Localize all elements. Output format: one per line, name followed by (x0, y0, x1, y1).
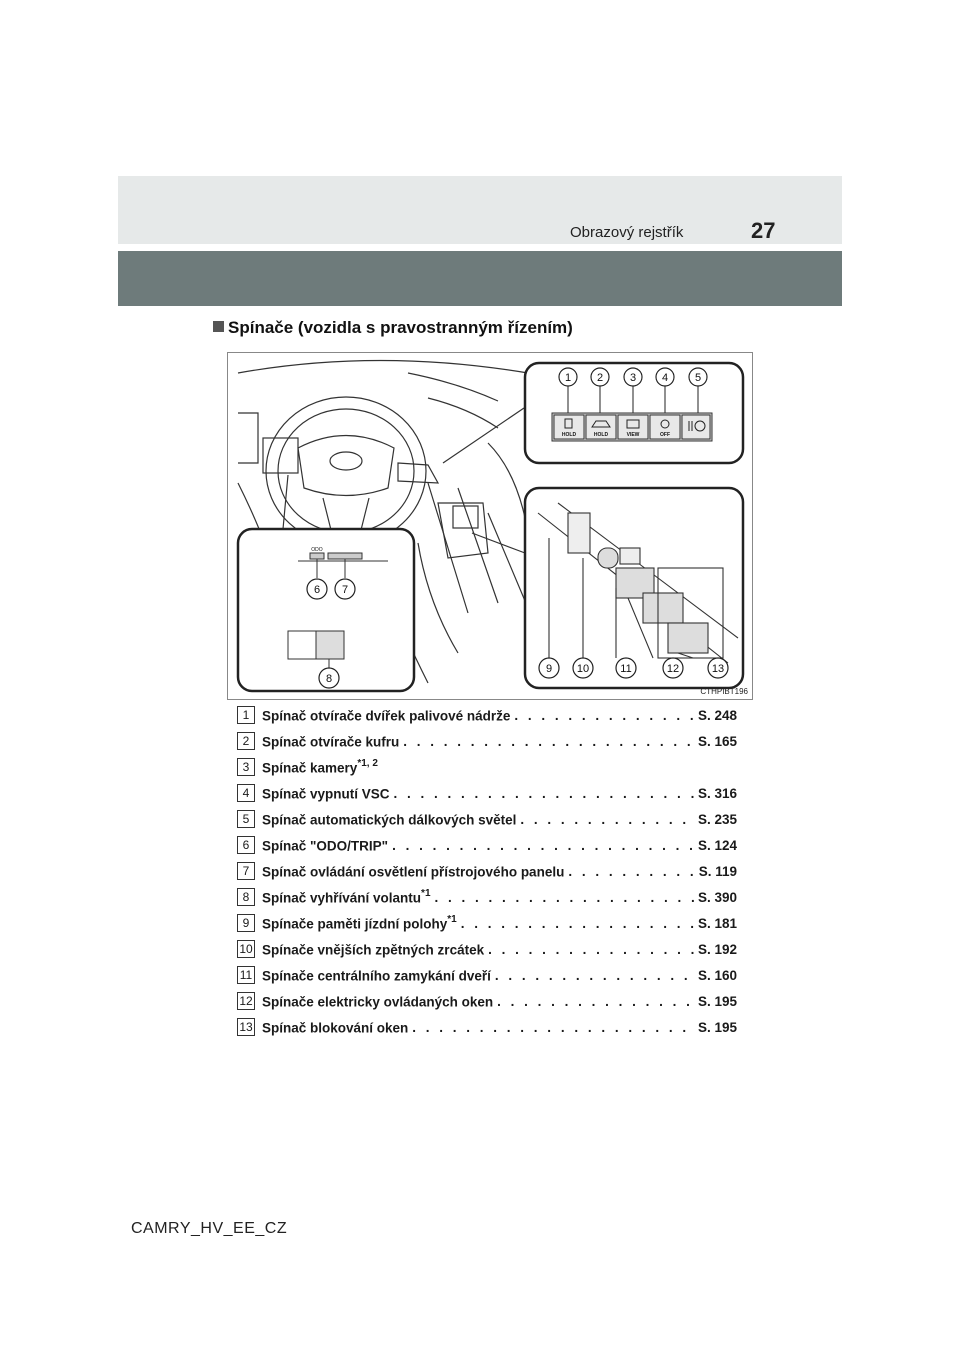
item-page-ref: S. 124 (697, 837, 737, 853)
leader-dots (392, 838, 694, 853)
callout-4: 4 (661, 372, 669, 384)
switch-index-list (237, 702, 737, 1040)
leader-dots (497, 994, 694, 1009)
callout-5: 5 (694, 372, 702, 384)
list-item (237, 832, 737, 858)
callout-13: 13 (711, 663, 725, 675)
btn-label-view: VIEW (626, 432, 640, 438)
list-item (237, 806, 737, 832)
item-number: 12 (237, 992, 255, 1010)
item-number: 8 (237, 888, 255, 906)
list-item (237, 910, 737, 936)
btn-label-hold-1: HOLD (561, 432, 577, 438)
item-number: 9 (237, 914, 255, 932)
list-item (237, 754, 737, 780)
callout-8: 8 (325, 673, 333, 685)
item-label: Spínače vnějších zpětných zrcátek (262, 942, 485, 958)
section-bullet-icon (213, 321, 224, 332)
item-page-ref: S. 235 (697, 811, 737, 827)
item-page-ref: S. 195 (697, 993, 737, 1009)
figure-code: CTHPIBT196 (700, 687, 748, 696)
page-number: 27 (751, 218, 776, 243)
dashboard-drawing (228, 353, 752, 699)
callout-1: 1 (564, 372, 572, 384)
item-label: Spínač vypnutí VSC (262, 786, 390, 802)
item-label: Spínače elektricky ovládaných oken (262, 994, 494, 1010)
list-item (237, 936, 737, 962)
item-label: Spínač otvírače kufru (262, 734, 400, 750)
switch-illustration (227, 352, 753, 700)
leader-dots (461, 916, 694, 931)
item-label: Spínač blokování oken (262, 1020, 409, 1036)
item-label: Spínač kamery$^{*1, 2}$ (262, 757, 378, 776)
list-item (237, 962, 737, 988)
item-label: Spínač ovládání osvětlení přístrojového panelu (262, 864, 565, 880)
leader-dots (435, 890, 694, 905)
item-label: Spínač automatických dálkových světel (262, 812, 517, 828)
leader-dots (520, 812, 694, 827)
leader-dots (514, 708, 694, 723)
list-item (237, 858, 737, 884)
item-page-ref: S. 160 (697, 967, 737, 983)
callout-6: 6 (313, 584, 321, 596)
callout-10: 10 (576, 663, 590, 675)
item-page-ref: S. 195 (697, 1019, 737, 1035)
header-band (118, 176, 842, 244)
callout-7: 7 (341, 584, 349, 596)
item-page-ref: S. 119 (698, 863, 737, 879)
steering-wheel-icon (266, 397, 426, 545)
btn-label-off: OFF (660, 432, 670, 438)
item-number: 2 (237, 732, 255, 750)
item-label: Spínač vyhřívání volantu$^{*1}$ (262, 887, 431, 906)
item-label: Spínače centrálního zamykání dveří (262, 968, 491, 984)
header-title: Obrazový rejstřík (570, 224, 684, 241)
section-title (213, 318, 573, 338)
list-item (237, 728, 737, 754)
item-page-ref: S. 165 (697, 733, 737, 749)
odo-label: ODO (311, 547, 323, 553)
item-label: Spínače paměti jízdní polohy$^{*1}$ (262, 913, 457, 932)
list-item (237, 884, 737, 910)
callout-12: 12 (666, 663, 680, 675)
model-code: CAMRY_HV_EE_CZ (131, 1220, 288, 1237)
leader-dots (412, 1020, 694, 1035)
list-item (237, 702, 737, 728)
item-label: Spínač "ODO/TRIP" (262, 838, 389, 854)
item-number: 4 (237, 784, 255, 802)
list-item (237, 780, 737, 806)
callout-2: 2 (596, 372, 604, 384)
item-number: 7 (237, 862, 255, 880)
leader-dots (403, 734, 694, 749)
item-number: 13 (237, 1018, 255, 1036)
chapter-band (118, 251, 842, 306)
list-item (237, 1014, 737, 1040)
callout-3: 3 (629, 372, 637, 384)
leader-dots (488, 942, 694, 957)
item-number: 6 (237, 836, 255, 854)
item-page-ref: S. 192 (697, 941, 737, 957)
item-number: 5 (237, 810, 255, 828)
item-number: 1 (237, 706, 255, 724)
item-number: 11 (237, 966, 255, 984)
leader-dots (394, 786, 694, 801)
item-number: 3 (237, 758, 255, 776)
item-label: Spínač otvírače dvířek palivové nádrže (262, 708, 511, 724)
callout-9: 9 (545, 663, 553, 675)
callout-11: 11 (620, 663, 632, 675)
btn-label-hold-2: HOLD (593, 432, 609, 438)
leader-dots (495, 968, 694, 983)
section-title-text: Spínače (vozidla s pravostranným řízením) (228, 318, 573, 337)
item-page-ref: S. 390 (697, 889, 737, 905)
item-number: 10 (237, 940, 255, 958)
list-item (237, 988, 737, 1014)
item-page-ref: S. 316 (697, 785, 737, 801)
item-page-ref: S. 181 (697, 915, 737, 931)
leader-dots (568, 864, 694, 879)
item-page-ref: S. 248 (697, 707, 737, 723)
